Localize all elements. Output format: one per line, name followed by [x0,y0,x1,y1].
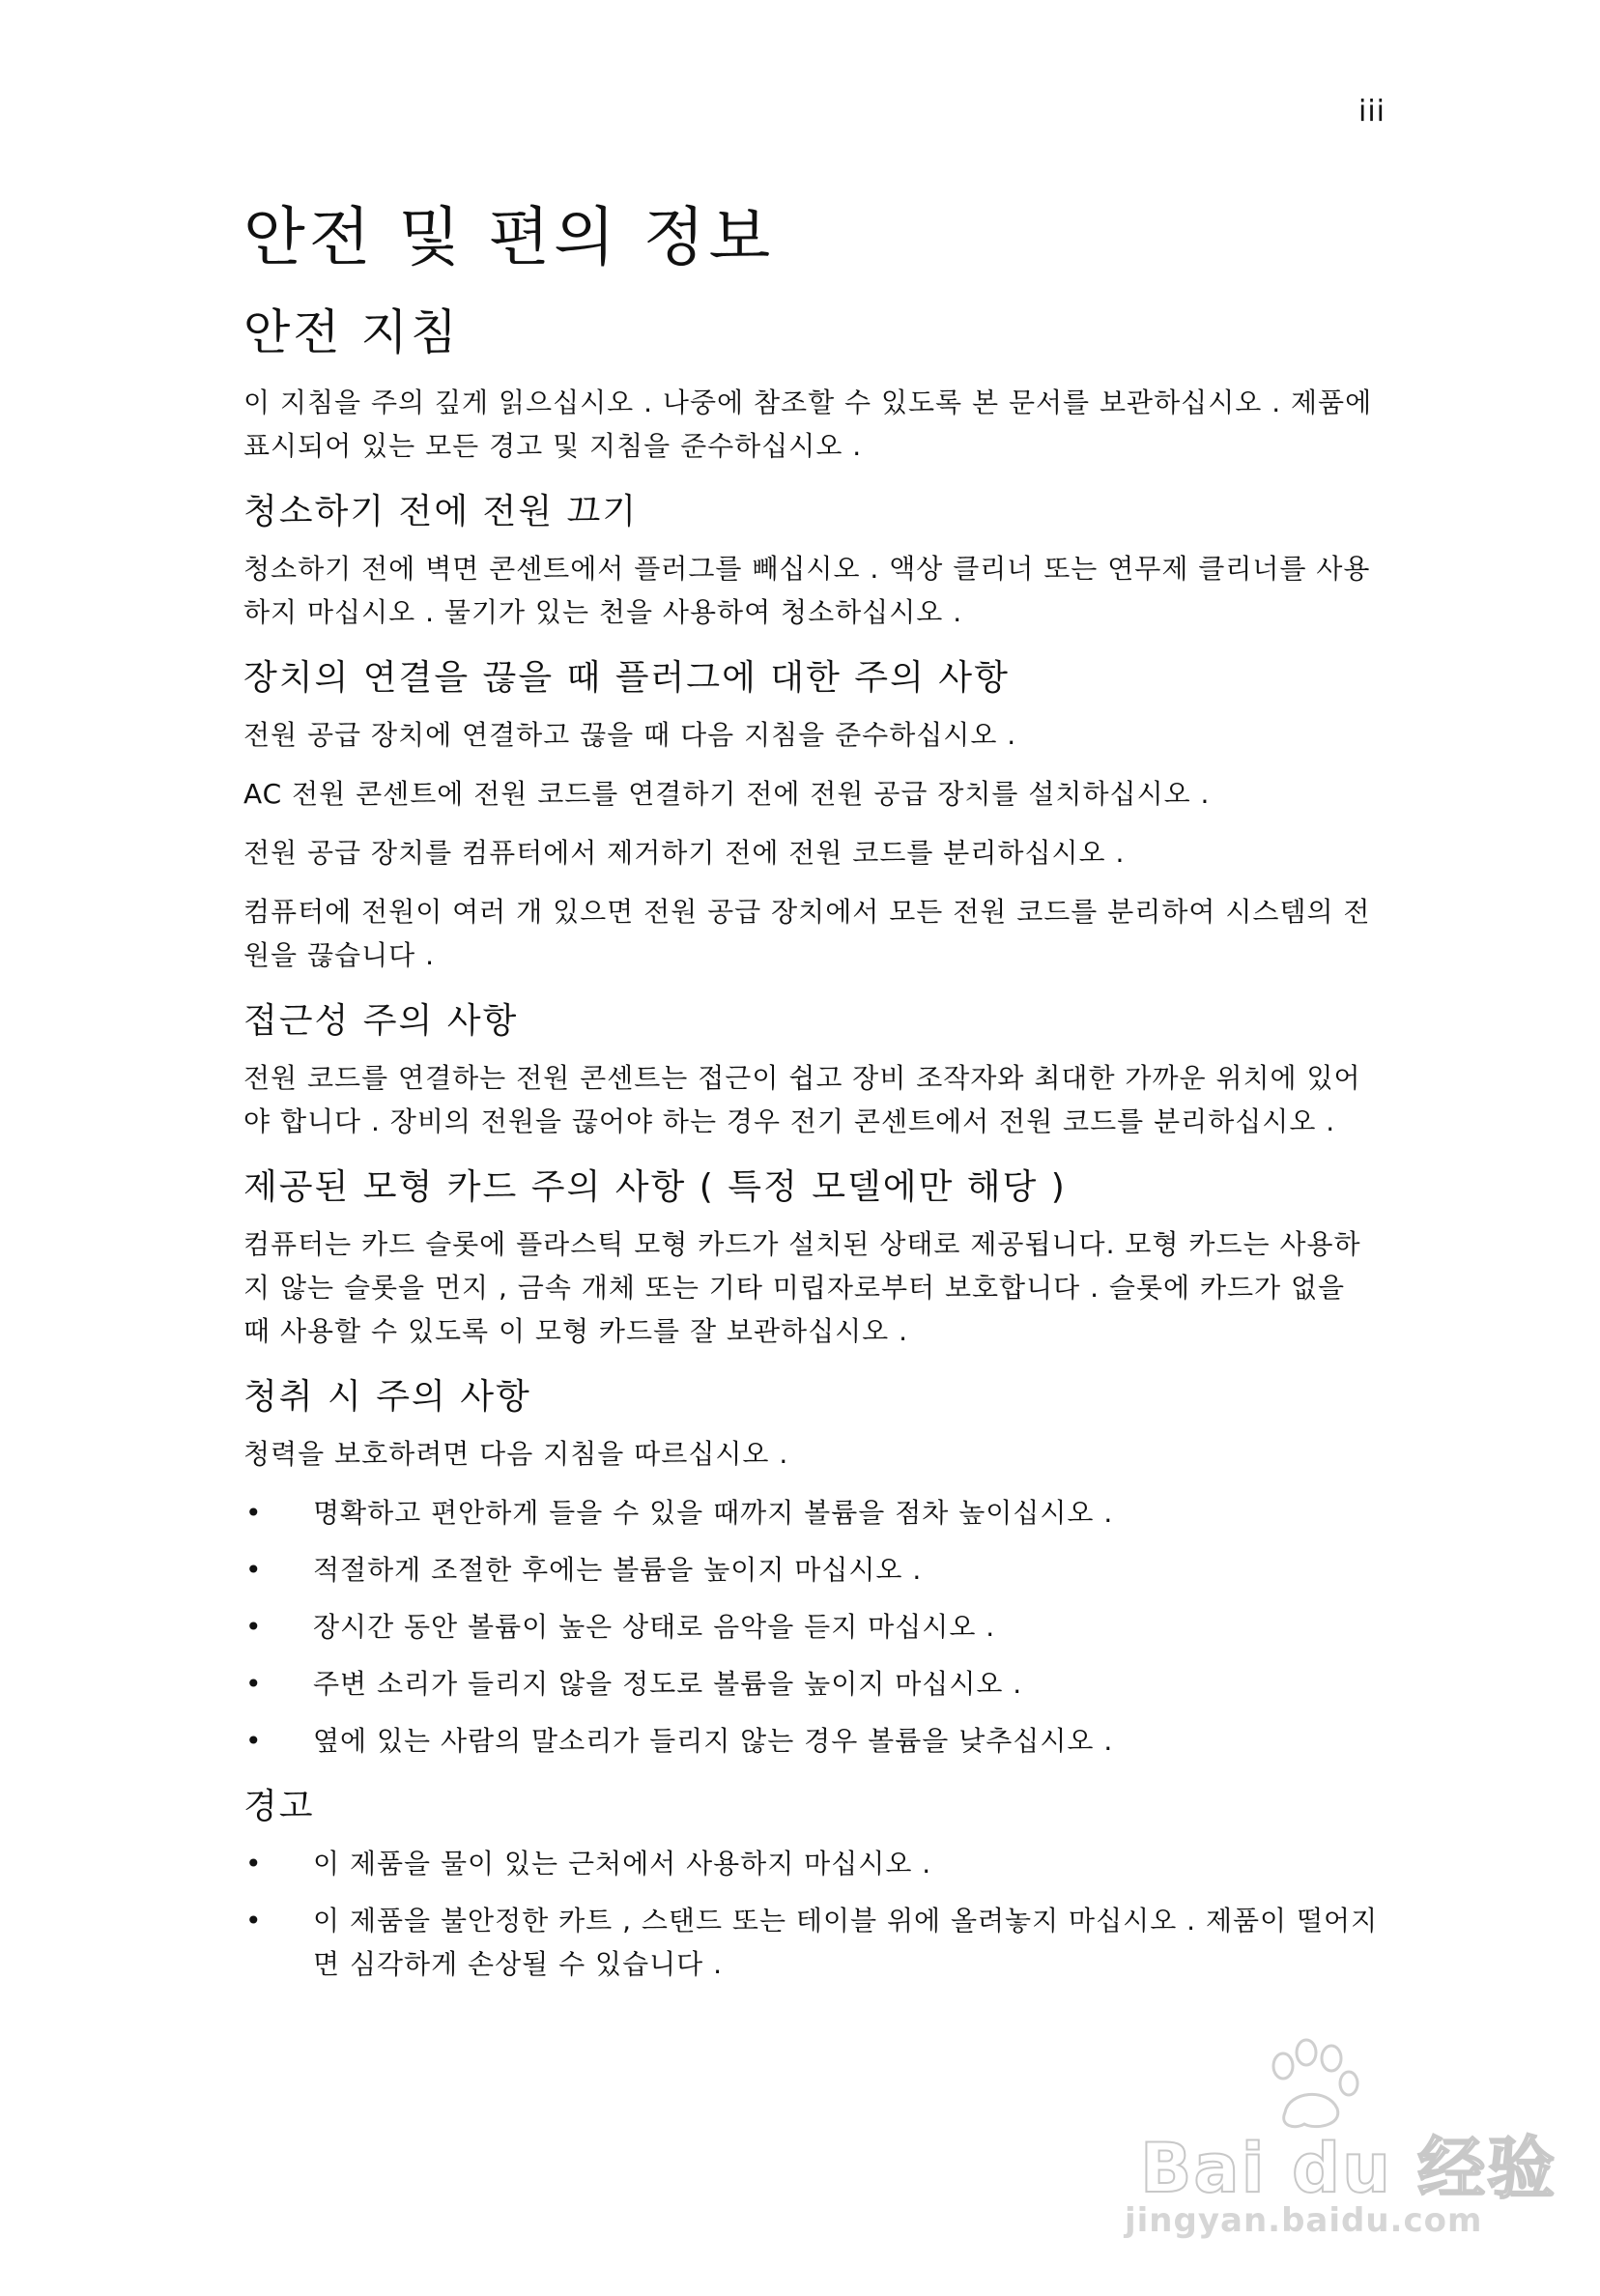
list-item [243,1662,1382,1706]
paragraph: AC 전원 콘센트에 전원 코드를 연결하기 전에 전원 공급 장치를 설치하십시오 . [243,778,1211,810]
section-heading-dummy-card: 제공된 모형 카드 주의 사항 ( 특정 모델에만 해당 ) [243,1167,1067,1207]
list-item-text: 적절하게 조절한 후에는 볼륨을 높이지 마십시오 . [313,1554,923,1586]
document-body [243,191,1382,1999]
list-item [243,1719,1382,1763]
listening-bullet-list [243,1491,1382,1763]
paragraph: 전원 코드를 연결하는 전원 콘센트는 접근이 쉽고 장비 조작자와 최대한 가까운 위치에 있어야 합니다 . 장비의 전원을 끊어야 하는 경우 전기 콘센트에서 전원 코드를 분리하십시오 . [243,1062,1361,1137]
paragraph: 컴퓨터는 카드 슬롯에 플라스틱 모형 카드가 설치된 상태로 제공됩니다. 모형 카드는 사용하지 않는 슬롯을 먼지 , 금속 개체 또는 기타 미립자로부터 보호합니다 . 슬롯에 카드가 없을 때 사용할 수 있도록 이 모형 카드를 잘 보관하십시오 . [243,1228,1361,1347]
paragraph: 전원 공급 장치를 컴퓨터에서 제거하기 전에 전원 코드를 분리하십시오 . [243,837,1126,869]
bullet-icon: • [245,1554,263,1586]
list-item [243,1605,1382,1649]
list-item-text: 이 제품을 불안정한 카트 , 스탠드 또는 테이블 위에 올려놓지 마십시오 . 제품이 떨어지면 심각하게 손상될 수 있습니다 . [313,1905,1379,1980]
section-title: 안전 지침 [243,304,461,360]
list-item-text: 주변 소리가 들리지 않을 정도로 볼륨을 높이지 마십시오 . [313,1668,1023,1700]
list-item [243,1899,1382,1986]
paragraph: 컴퓨터에 전원이 여러 개 있으면 전원 공급 장치에서 모든 전원 코드를 분리하여 시스템의 전원을 끊습니다 . [243,896,1371,971]
page-title: 안전 및 편의 정보 [243,200,775,274]
warning-bullet-list [243,1842,1382,1986]
paragraph: 청소하기 전에 벽면 콘센트에서 플러그를 빼십시오 . 액상 클리너 또는 연무제 클리너를 사용하지 마십시오 . 물기가 있는 천을 사용하여 청소하십시오 . [243,553,1371,628]
bullet-icon: • [245,1905,263,1937]
bullet-icon: • [245,1848,263,1880]
intro-paragraph: 이 지침을 주의 깊게 읽으십시오 . 나중에 참조할 수 있도록 본 문서를 보관하십시오 . 제품에 표시되어 있는 모든 경고 및 지침을 준수하십시오 . [243,387,1373,462]
baidu-watermark [1111,2037,1557,2240]
list-item [243,1491,1382,1535]
list-item [243,1842,1382,1885]
watermark-logo-text: Bai du 经验 [1140,2129,1557,2208]
section-heading-warning: 경고 [243,1787,315,1826]
section-heading-accessibility: 접근성 주의 사항 [243,1001,519,1041]
list-item [243,1548,1382,1592]
watermark-url: jingyan.baidu.com [1125,2201,1483,2240]
section-heading-cleaning: 청소하기 전에 전원 끄기 [243,492,639,531]
section-heading-disconnect: 장치의 연결을 끊을 때 플러그에 대한 주의 사항 [243,658,1010,698]
list-item-text: 명확하고 편안하게 들을 수 있을 때까지 볼륨을 점차 높이십시오 . [313,1497,1114,1529]
list-item-text: 장시간 동안 볼륨이 높은 상태로 음악을 듣지 마십시오 . [313,1611,996,1643]
bullet-icon: • [245,1497,263,1529]
bullet-icon: • [245,1611,263,1643]
page-number: iii [1357,95,1386,129]
paragraph: 전원 공급 장치에 연결하고 끊을 때 다음 지침을 준수하십시오 . [243,719,1017,751]
bullet-icon: • [245,1725,263,1757]
section-heading-listening: 청취 시 주의 사항 [243,1377,531,1417]
bullet-icon: • [245,1668,263,1700]
list-item-text: 이 제품을 물이 있는 근처에서 사용하지 마십시오 . [313,1848,932,1880]
paragraph: 청력을 보호하려면 다음 지침을 따르십시오 . [243,1438,789,1470]
list-item-text: 옆에 있는 사람의 말소리가 들리지 않는 경우 볼륨을 낮추십시오 . [313,1725,1114,1757]
